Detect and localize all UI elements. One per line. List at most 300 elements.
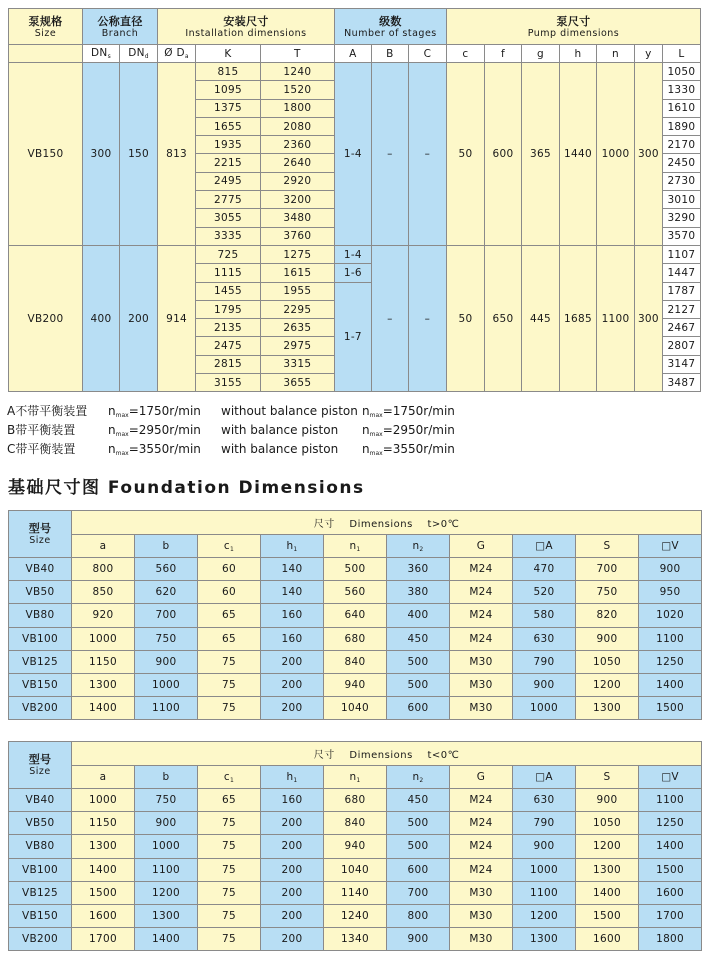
cell-k: 3055 bbox=[196, 209, 261, 227]
subheader-t: T bbox=[260, 45, 334, 63]
note-speed: $n_{max}=3550r/\min$ bbox=[108, 442, 201, 457]
column-header-7: G bbox=[450, 535, 513, 558]
cell-value: 160 bbox=[261, 789, 324, 812]
header-installation-en: Installation dimensions bbox=[185, 27, 307, 39]
cell-size: VB200 bbox=[9, 245, 83, 391]
cell-value: 1400 bbox=[639, 835, 702, 858]
cell-value: 900 bbox=[513, 673, 576, 696]
cell-l: 2467 bbox=[662, 319, 700, 337]
cell-y: 300 bbox=[635, 63, 663, 246]
cell-value: 630 bbox=[513, 627, 576, 650]
column-header-2: b bbox=[135, 535, 198, 558]
column-header-7: G bbox=[450, 766, 513, 789]
subheader-dns: $DN_s$ bbox=[83, 45, 120, 63]
cell-stage-b: – bbox=[371, 63, 408, 246]
cell-t: 1615 bbox=[260, 264, 334, 282]
cell-od: 813 bbox=[158, 63, 196, 246]
header-size-zh: 型号 bbox=[28, 753, 52, 766]
cell-value: 840 bbox=[324, 812, 387, 835]
header-stages-zh: 级数 bbox=[379, 14, 402, 28]
cell-l: 1330 bbox=[662, 81, 700, 99]
cell-value: 1150 bbox=[72, 650, 135, 673]
cell-value: 1140 bbox=[324, 881, 387, 904]
cell-value: 790 bbox=[513, 812, 576, 835]
cell-value: 200 bbox=[261, 928, 324, 951]
cell-value: M24 bbox=[450, 558, 513, 581]
cell-t: 3200 bbox=[260, 191, 334, 209]
cell-value: 1400 bbox=[135, 928, 198, 951]
cell-value: 800 bbox=[72, 558, 135, 581]
subheader-n: n bbox=[597, 45, 635, 63]
header-size-zh: 泵规格 bbox=[28, 14, 63, 28]
cell-value: 580 bbox=[513, 604, 576, 627]
cell-value: 1100 bbox=[513, 881, 576, 904]
cell-l: 1050 bbox=[662, 63, 700, 81]
speed-notes bbox=[8, 402, 608, 459]
cell-model: VB150 bbox=[9, 673, 72, 696]
note-row bbox=[8, 421, 608, 440]
subheader-od: Ø $D_a$ bbox=[158, 45, 196, 63]
cell-k: 2215 bbox=[196, 154, 261, 172]
subheader-c-stage: C bbox=[408, 45, 446, 63]
cell-value: 1400 bbox=[639, 673, 702, 696]
header-branch bbox=[83, 9, 158, 45]
cell-t: 2975 bbox=[260, 337, 334, 355]
subheader-blank bbox=[9, 45, 83, 63]
cell-value: M30 bbox=[450, 928, 513, 951]
cell-l: 2807 bbox=[662, 337, 700, 355]
header-size-en: Size bbox=[29, 766, 51, 777]
cell-value: 900 bbox=[576, 627, 639, 650]
cell-k: 1115 bbox=[196, 264, 261, 282]
header-size bbox=[9, 742, 72, 789]
column-header-5: $n_1$ bbox=[324, 766, 387, 789]
cell-value: 800 bbox=[387, 904, 450, 927]
cell-model: VB125 bbox=[9, 650, 72, 673]
cell-model: VB125 bbox=[9, 881, 72, 904]
cell-value: 60 bbox=[198, 558, 261, 581]
column-header-10: □V bbox=[639, 766, 702, 789]
cell-value: M30 bbox=[450, 650, 513, 673]
cell-value: 1000 bbox=[72, 789, 135, 812]
table-row bbox=[9, 904, 702, 927]
cell-value: 160 bbox=[261, 627, 324, 650]
cell-value: 75 bbox=[198, 697, 261, 720]
cell-value: 140 bbox=[261, 581, 324, 604]
cell-model: VB50 bbox=[9, 581, 72, 604]
cell-k: 2475 bbox=[196, 337, 261, 355]
table-row bbox=[9, 63, 701, 81]
cell-stage-a: 1-7 bbox=[334, 282, 371, 392]
cell-t: 3760 bbox=[260, 227, 334, 245]
header-branch-en: Branch bbox=[101, 27, 139, 39]
cell-value: 1300 bbox=[513, 928, 576, 951]
cell-value: 1600 bbox=[576, 928, 639, 951]
cell-value: 200 bbox=[261, 858, 324, 881]
cell-value: 1040 bbox=[324, 858, 387, 881]
cell-l: 3290 bbox=[662, 209, 700, 227]
cell-k: 1655 bbox=[196, 117, 261, 135]
cell-value: 1000 bbox=[513, 858, 576, 881]
cell-value: 1150 bbox=[72, 812, 135, 835]
note-zh: A不带平衡装置 bbox=[7, 404, 88, 418]
table-row bbox=[9, 789, 702, 812]
subheader-l: L bbox=[662, 45, 700, 63]
cell-model: VB40 bbox=[9, 558, 72, 581]
cell-value: 1100 bbox=[639, 789, 702, 812]
cell-t: 1240 bbox=[260, 63, 334, 81]
cell-value: 750 bbox=[135, 789, 198, 812]
cell-value: 1000 bbox=[72, 627, 135, 650]
cell-value: M24 bbox=[450, 581, 513, 604]
cell-t: 2640 bbox=[260, 154, 334, 172]
cell-dns: 300 bbox=[83, 63, 120, 246]
subheader-a: A bbox=[334, 45, 371, 63]
cell-k: 1095 bbox=[196, 81, 261, 99]
cell-value: 65 bbox=[198, 627, 261, 650]
subheader-b: B bbox=[371, 45, 408, 63]
table-row bbox=[9, 697, 702, 720]
cell-k: 2815 bbox=[196, 355, 261, 373]
header-branch-zh: 公称直径 bbox=[97, 14, 143, 28]
cell-value: 470 bbox=[513, 558, 576, 581]
cell-value: 1400 bbox=[72, 697, 135, 720]
foundation-table-below-zero bbox=[8, 741, 702, 951]
cell-value: 60 bbox=[198, 581, 261, 604]
cell-model: VB50 bbox=[9, 812, 72, 835]
column-header-1: a bbox=[72, 535, 135, 558]
cell-value: 75 bbox=[198, 881, 261, 904]
header-dimensions-caption: 尺寸 Dimensions t>0℃ bbox=[72, 511, 702, 535]
column-header-2: b bbox=[135, 766, 198, 789]
column-header-6: $n_2$ bbox=[387, 535, 450, 558]
cell-value: 1200 bbox=[135, 881, 198, 904]
cell-t: 3655 bbox=[260, 374, 334, 392]
cell-value: 450 bbox=[387, 789, 450, 812]
table-row bbox=[9, 812, 702, 835]
cell-value: 65 bbox=[198, 604, 261, 627]
cell-value: 1500 bbox=[576, 904, 639, 927]
cell-value: 850 bbox=[72, 581, 135, 604]
subheader-c: c bbox=[446, 45, 484, 63]
cell-value: 65 bbox=[198, 789, 261, 812]
header-size-en: Size bbox=[34, 27, 57, 39]
cell-value: 900 bbox=[639, 558, 702, 581]
cell-value: 380 bbox=[387, 581, 450, 604]
subheader-dnd: $DN_d$ bbox=[120, 45, 158, 63]
cell-value: 75 bbox=[198, 928, 261, 951]
cell-k: 2495 bbox=[196, 172, 261, 190]
cell-value: 1500 bbox=[72, 881, 135, 904]
cell-value: 1100 bbox=[135, 858, 198, 881]
foundation-title: 基础尺寸图 Foundation Dimensions bbox=[8, 478, 365, 498]
cell-value: 1200 bbox=[513, 904, 576, 927]
cell-k: 725 bbox=[196, 245, 261, 263]
cell-value: 360 bbox=[387, 558, 450, 581]
cell-model: VB40 bbox=[9, 789, 72, 812]
note-speed: $n_{max}=2950r/\min$ bbox=[108, 423, 201, 438]
header-dimensions-caption: 尺寸 Dimensions t<0℃ bbox=[72, 742, 702, 766]
table-row bbox=[9, 858, 702, 881]
cell-value: 1100 bbox=[135, 697, 198, 720]
cell-value: 500 bbox=[387, 835, 450, 858]
table-row bbox=[9, 627, 702, 650]
cell-value: 700 bbox=[576, 558, 639, 581]
cell-t: 1520 bbox=[260, 81, 334, 99]
cell-stage-b: – bbox=[371, 245, 408, 391]
cell-value: 1000 bbox=[135, 835, 198, 858]
cell-value: 900 bbox=[513, 835, 576, 858]
cell-l: 1610 bbox=[662, 99, 700, 117]
note-zh: B带平衡装置 bbox=[7, 423, 76, 437]
cell-value: 75 bbox=[198, 673, 261, 696]
cell-value: 600 bbox=[387, 697, 450, 720]
cell-value: 1040 bbox=[324, 697, 387, 720]
cell-t: 2920 bbox=[260, 172, 334, 190]
cell-dns: 400 bbox=[83, 245, 120, 391]
cell-value: 640 bbox=[324, 604, 387, 627]
cell-t: 2295 bbox=[260, 300, 334, 318]
cell-value: 1020 bbox=[639, 604, 702, 627]
note-speed-en: $n_{max}=3550r/\min$ bbox=[362, 442, 455, 457]
column-header-1: a bbox=[72, 766, 135, 789]
cell-h: 1685 bbox=[560, 245, 597, 391]
cell-value: 750 bbox=[135, 627, 198, 650]
cell-dnd: 200 bbox=[120, 245, 158, 391]
note-speed-en: $n_{max}=1750r/\min$ bbox=[362, 404, 455, 419]
table-row bbox=[9, 673, 702, 696]
note-speed: $n_{max}=1750r/\min$ bbox=[108, 404, 201, 419]
cell-k: 815 bbox=[196, 63, 261, 81]
cell-value: 1300 bbox=[72, 673, 135, 696]
cell-l: 2170 bbox=[662, 136, 700, 154]
cell-value: 1600 bbox=[639, 881, 702, 904]
cell-value: 900 bbox=[387, 928, 450, 951]
column-header-9: S bbox=[576, 535, 639, 558]
header-stages-en: Number of stages bbox=[344, 27, 437, 39]
cell-value: 140 bbox=[261, 558, 324, 581]
cell-n: 1000 bbox=[597, 63, 635, 246]
cell-stage-a: 1-4 bbox=[334, 245, 371, 263]
cell-value: 600 bbox=[387, 858, 450, 881]
cell-value: 200 bbox=[261, 650, 324, 673]
cell-stage-a: 1-6 bbox=[334, 264, 371, 282]
note-en: with balance piston bbox=[221, 423, 339, 437]
note-en: without balance piston bbox=[221, 404, 358, 418]
header-stages bbox=[334, 9, 446, 45]
cell-model: VB150 bbox=[9, 904, 72, 927]
cell-value: M24 bbox=[450, 858, 513, 881]
table-row bbox=[9, 581, 702, 604]
cell-k: 2135 bbox=[196, 319, 261, 337]
column-header-3: $c_1$ bbox=[198, 535, 261, 558]
cell-value: 630 bbox=[513, 789, 576, 812]
cell-l: 3570 bbox=[662, 227, 700, 245]
cell-value: 75 bbox=[198, 858, 261, 881]
table-row bbox=[9, 835, 702, 858]
cell-model: VB100 bbox=[9, 627, 72, 650]
column-header-5: $n_1$ bbox=[324, 535, 387, 558]
cell-value: 160 bbox=[261, 604, 324, 627]
cell-k: 3155 bbox=[196, 374, 261, 392]
header-installation bbox=[158, 9, 335, 45]
table-row bbox=[9, 604, 702, 627]
cell-f: 600 bbox=[484, 63, 521, 246]
column-header-8: □A bbox=[513, 766, 576, 789]
note-speed-en: $n_{max}=2950r/\min$ bbox=[362, 423, 455, 438]
note-row bbox=[8, 402, 608, 421]
note-row bbox=[8, 440, 608, 459]
subheader-h: h bbox=[560, 45, 597, 63]
cell-stage-c: – bbox=[408, 245, 446, 391]
cell-l: 3487 bbox=[662, 374, 700, 392]
cell-t: 2635 bbox=[260, 319, 334, 337]
cell-value: 940 bbox=[324, 673, 387, 696]
cell-value: 200 bbox=[261, 881, 324, 904]
table-row bbox=[9, 245, 701, 263]
cell-value: 560 bbox=[135, 558, 198, 581]
cell-value: M24 bbox=[450, 789, 513, 812]
table-row bbox=[9, 558, 702, 581]
cell-g: 365 bbox=[521, 63, 559, 246]
cell-value: M24 bbox=[450, 627, 513, 650]
cell-t: 2080 bbox=[260, 117, 334, 135]
subheader-g: g bbox=[521, 45, 559, 63]
subheader-k: K bbox=[196, 45, 261, 63]
cell-value: 200 bbox=[261, 673, 324, 696]
cell-stage-c: – bbox=[408, 63, 446, 246]
cell-value: 200 bbox=[261, 812, 324, 835]
cell-value: 500 bbox=[324, 558, 387, 581]
cell-value: 1300 bbox=[576, 858, 639, 881]
cell-l: 2450 bbox=[662, 154, 700, 172]
cell-value: 1500 bbox=[639, 697, 702, 720]
foundation-table-above-zero bbox=[8, 510, 702, 720]
cell-value: 450 bbox=[387, 627, 450, 650]
cell-value: 200 bbox=[261, 835, 324, 858]
cell-f: 650 bbox=[484, 245, 521, 391]
column-header-4: $h_1$ bbox=[261, 766, 324, 789]
subheader-f: f bbox=[484, 45, 521, 63]
cell-l: 1447 bbox=[662, 264, 700, 282]
cell-value: 560 bbox=[324, 581, 387, 604]
cell-value: 75 bbox=[198, 812, 261, 835]
cell-k: 1375 bbox=[196, 99, 261, 117]
cell-t: 1800 bbox=[260, 99, 334, 117]
table-row bbox=[9, 650, 702, 673]
cell-value: 1250 bbox=[639, 650, 702, 673]
cell-value: 1340 bbox=[324, 928, 387, 951]
cell-size: VB150 bbox=[9, 63, 83, 246]
cell-h: 1440 bbox=[560, 63, 597, 246]
cell-value: 75 bbox=[198, 650, 261, 673]
cell-value: 900 bbox=[576, 789, 639, 812]
cell-value: 1000 bbox=[513, 697, 576, 720]
cell-l: 2127 bbox=[662, 300, 700, 318]
cell-value: 520 bbox=[513, 581, 576, 604]
cell-model: VB80 bbox=[9, 835, 72, 858]
header-pump-zh: 泵尺寸 bbox=[556, 14, 591, 28]
header-size bbox=[9, 9, 83, 45]
cell-value: 75 bbox=[198, 904, 261, 927]
cell-od: 914 bbox=[158, 245, 196, 391]
cell-g: 445 bbox=[521, 245, 559, 391]
cell-value: 1700 bbox=[639, 904, 702, 927]
cell-value: 1300 bbox=[72, 835, 135, 858]
cell-value: M30 bbox=[450, 904, 513, 927]
note-en: with balance piston bbox=[221, 442, 339, 456]
table-row bbox=[9, 928, 702, 951]
cell-value: 940 bbox=[324, 835, 387, 858]
cell-value: 750 bbox=[576, 581, 639, 604]
cell-value: 1400 bbox=[576, 881, 639, 904]
cell-k: 3335 bbox=[196, 227, 261, 245]
cell-value: M30 bbox=[450, 881, 513, 904]
cell-value: M30 bbox=[450, 697, 513, 720]
pump-dimensions-table bbox=[8, 8, 701, 392]
cell-value: 1200 bbox=[576, 835, 639, 858]
column-header-9: S bbox=[576, 766, 639, 789]
cell-value: M24 bbox=[450, 812, 513, 835]
column-header-6: $n_2$ bbox=[387, 766, 450, 789]
cell-k: 1935 bbox=[196, 136, 261, 154]
cell-t: 1275 bbox=[260, 245, 334, 263]
cell-value: 700 bbox=[135, 604, 198, 627]
cell-value: 900 bbox=[135, 650, 198, 673]
cell-value: 500 bbox=[387, 650, 450, 673]
cell-value: M30 bbox=[450, 673, 513, 696]
cell-l: 3147 bbox=[662, 355, 700, 373]
cell-l: 1787 bbox=[662, 282, 700, 300]
cell-value: 680 bbox=[324, 789, 387, 812]
cell-stage-a: 1-4 bbox=[334, 63, 371, 246]
cell-l: 2730 bbox=[662, 172, 700, 190]
cell-value: 820 bbox=[576, 604, 639, 627]
cell-value: M24 bbox=[450, 835, 513, 858]
cell-k: 2775 bbox=[196, 191, 261, 209]
cell-value: 920 bbox=[72, 604, 135, 627]
cell-l: 1890 bbox=[662, 117, 700, 135]
column-header-4: $h_1$ bbox=[261, 535, 324, 558]
column-header-8: □A bbox=[513, 535, 576, 558]
header-pump-dimensions bbox=[446, 9, 700, 45]
cell-k: 1455 bbox=[196, 282, 261, 300]
cell-t: 2360 bbox=[260, 136, 334, 154]
cell-value: 620 bbox=[135, 581, 198, 604]
cell-n: 1100 bbox=[597, 245, 635, 391]
cell-value: 840 bbox=[324, 650, 387, 673]
cell-value: 700 bbox=[387, 881, 450, 904]
cell-value: 950 bbox=[639, 581, 702, 604]
column-header-3: $c_1$ bbox=[198, 766, 261, 789]
cell-t: 3315 bbox=[260, 355, 334, 373]
cell-t: 3480 bbox=[260, 209, 334, 227]
cell-value: 680 bbox=[324, 627, 387, 650]
cell-value: 400 bbox=[387, 604, 450, 627]
cell-value: 1000 bbox=[135, 673, 198, 696]
cell-value: 1500 bbox=[639, 858, 702, 881]
cell-c: 50 bbox=[446, 63, 484, 246]
cell-value: 1600 bbox=[72, 904, 135, 927]
cell-value: 1050 bbox=[576, 812, 639, 835]
cell-value: M24 bbox=[450, 604, 513, 627]
cell-l: 1107 bbox=[662, 245, 700, 263]
cell-model: VB200 bbox=[9, 928, 72, 951]
cell-value: 200 bbox=[261, 904, 324, 927]
cell-value: 1300 bbox=[576, 697, 639, 720]
table-row bbox=[9, 881, 702, 904]
cell-y: 300 bbox=[635, 245, 663, 391]
